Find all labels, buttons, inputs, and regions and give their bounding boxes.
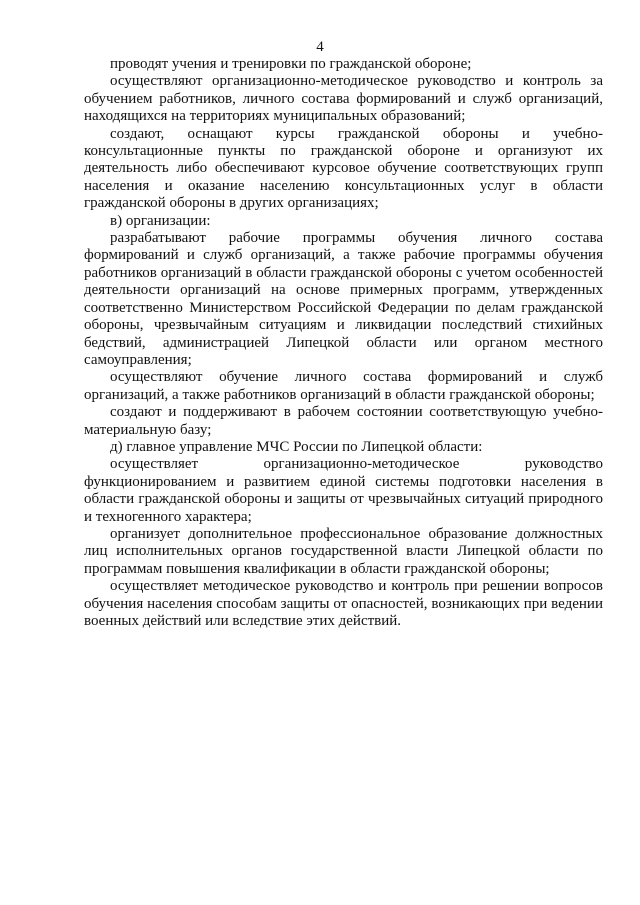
paragraph: осуществляет методическое руководство и контроль при решении вопросов обучения населения способам защиты от опасностей, возникающих при ведении военных действий или вследствие этих действий. xyxy=(84,578,603,629)
paragraph: проводят учения и тренировки по гражданской обороне; xyxy=(110,56,472,72)
page-number: 4 xyxy=(316,39,324,55)
paragraph: осуществляют организационно-методическое руководство и контроль за обучением работников, личного состава формирований и служб организаций, находящихся на территориях муниципальных образований; xyxy=(84,73,603,125)
section-heading: д) главное управление МЧС России по Липецкой области: xyxy=(110,438,483,455)
section-heading: в) организации: xyxy=(110,212,211,229)
paragraph: организует дополнительное профессиональное образование должностных лиц исполнительных органов государственной власти Липецкой области по программам повышения квалификации в области гражданской обороны; xyxy=(84,525,603,577)
paragraph: осуществляет организационно-методическое руководство функционированием и развитием единой системы подготовки населения в области гражданской обороны и защиты от чрезвычайных ситуаций природного и техногенного характера; xyxy=(84,456,603,525)
document-body xyxy=(84,56,603,630)
paragraph: осуществляют обучение личного состава формирований и служб организаций, а также работников организаций в области гражданской обороны; xyxy=(84,369,603,403)
paragraph: создают и поддерживают в рабочем состоянии соответствующую учебно-материальную базу; xyxy=(84,404,603,438)
paragraph: создают, оснащают курсы гражданской обороны и учебно-консультационные пункты по гражданской обороне и организуют их деятельность либо обеспечивают курсовое обучение соответствующих групп населения и оказание населению консультационных услуг в области гражданской обороны в других организациях; xyxy=(84,125,603,212)
paragraph: разрабатывают рабочие программы обучения личного состава формирований и служб организаций, а также рабочие программы обучения работников организаций в области гражданской обороны с учетом особенностей деятельности организаций на основе примерных программ, утвержденных соответственно Министерством Российской Федерации по делам гражданской обороны, чрезвычайным ситуациям и ликвидации последствий стихийных бедствий, администрацией Липецкой области или органом местного самоуправления; xyxy=(84,230,603,368)
